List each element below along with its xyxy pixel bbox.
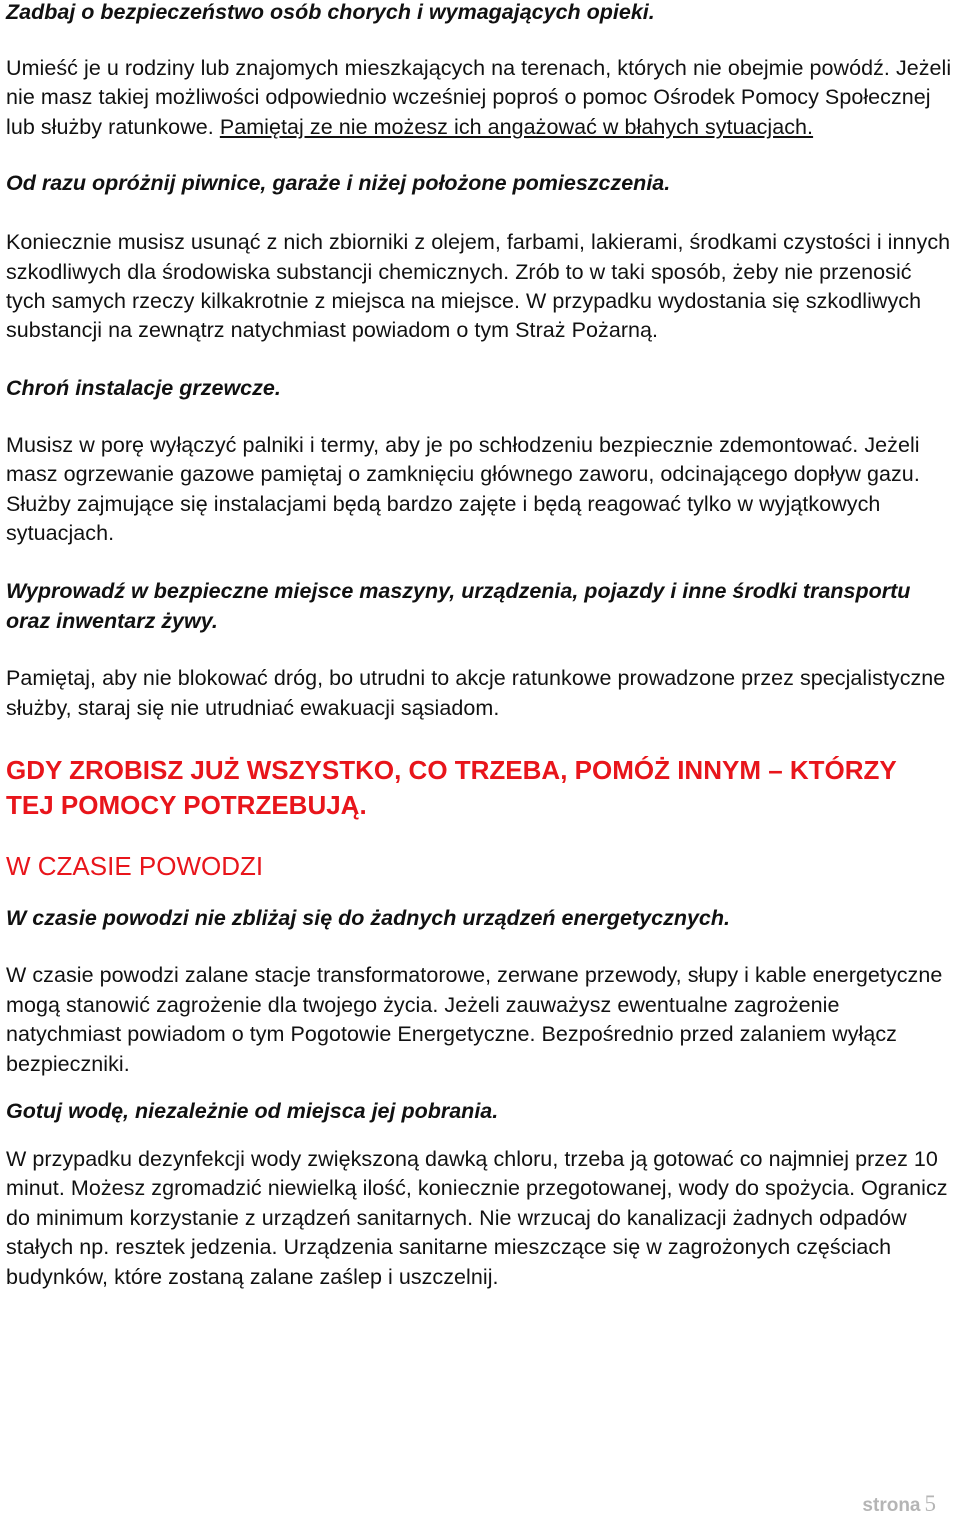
paragraph-sick-care-text: Umieść je u rodziny lub znajomych mieszkających na terenach, których nie obejmie powódź. Jeżeli nie masz takiej możliwości odpowiednio wcześniej poproś o pomoc Ośrodek Pomocy Społecznej lub służby ratunkowe. (6, 56, 952, 139)
page-footer (862, 1491, 936, 1517)
section-heading-energy: W czasie powodzi nie zbliżaj się do żadnych urządzeń energetycznych. (6, 906, 730, 931)
section-heading-heating: Chroń instalacje grzewcze. (6, 375, 281, 400)
paragraph-energy: W czasie powodzi zalane stacje transformatorowe, zerwane przewody, słupy i kable energetyczne mogą stanowić zagrożenie dla twojego życia. Jeżeli zauważysz ewentualne zagrożenie natychmiast powiadom o tym Pogotowie Energetyczne. Bezpośrednio przed zalaniem wyłącz bezpieczniki. (6, 963, 943, 1076)
footer-page-number: 5 (924, 1491, 936, 1516)
section-heading-machines: Wyprowadź w bezpieczne miejsce maszyny, urządzenia, pojazdy i inne środki transportu oraz inwentarz żywy. (6, 579, 911, 634)
section-heading-basements: Od razu opróżnij piwnice, garaże i niżej położone pomieszczenia. (6, 171, 671, 196)
paragraph-sick-care-underlined: Pamiętaj ze nie możesz ich angażować w błahych sytuacjach. (219, 114, 814, 139)
footer-page-label: strona (862, 1495, 921, 1516)
paragraph-sick-care (6, 54, 956, 142)
paragraph-machines: Pamiętaj, aby nie blokować dróg, bo utrudni to akcje ratunkowe prowadzone przez specjalistyczne służby, staraj się nie utrudniać ewakuacji sąsiadom. (6, 666, 946, 720)
paragraph-water: W przypadku dezynfekcji wody zwiększoną dawką chloru, trzeba ją gotować co najmniej przez 10 minut. Możesz zgromadzić niewielką ilość, koniecznie przegotowanej, wody do spożycia. Ogranicz do minimum korzystanie z urządzeń sanitarnych. Nie wrzucaj do kanalizacji żadnych odpadów stałych np. resztek jedzenia. Urządzenia sanitarne mieszczące się w zagrożonych częściach budynków, które zostaną zalane zaślep i uszczelnij. (6, 1146, 948, 1289)
paragraph-heating: Musisz w porę wyłączyć palniki i termy, aby je po schłodzeniu bezpiecznie zdemontować. Jeżeli masz ogrzewanie gazowe pamiętaj o zamknięciu głównego zaworu, odcinającego dopływ gazu. Służby zajmujące się instalacjami będą bardzo zajęte i będą reagować tylko w wyjątkowych sytuacjach. (6, 432, 920, 546)
paragraph-basements: Koniecznie musisz usunąć z nich zbiorniki z olejem, farbami, lakierami, środkami czystości i innych szkodliwych dla środowiska substancji chemicznych. Zrób to w taki sposób, żeby nie przenosić tych samych rzeczy kilkakrotnie z miejsca na miejsce. W przypadku wydostania się szkodliwych substancji na zewnątrz natychmiast powiadom o tym Straż Pożarną. (6, 230, 951, 343)
section-title-during-flood: W CZASIE POWODZI (6, 851, 264, 882)
section-heading-water: Gotuj wodę, niezależnie od miejsca jej pobrania. (6, 1098, 499, 1123)
section-heading-sick-care: Zadbaj o bezpieczeństwo osób chorych i wymagających opieki. (6, 0, 655, 24)
document-page (6, 0, 956, 1292)
callout-help-others: GDY ZROBISZ JUŻ WSZYSTKO, CO TRZEBA, POMÓŻ INNYM – KTÓRZY TEJ POMOCY POTRZEBUJĄ. (6, 755, 897, 821)
